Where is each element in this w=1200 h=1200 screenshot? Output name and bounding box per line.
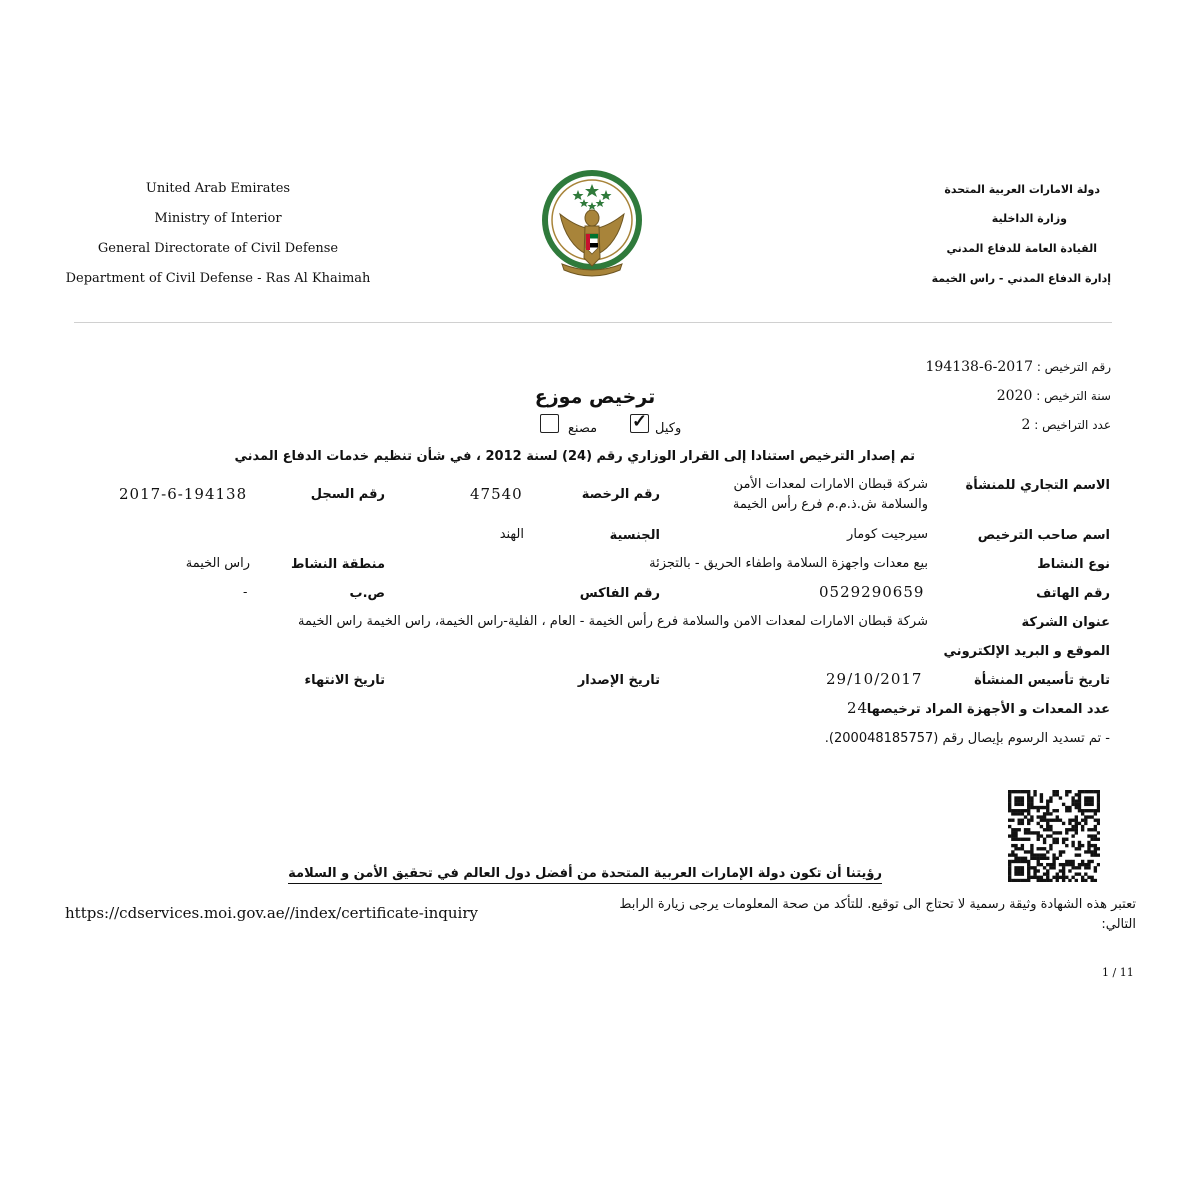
founded-label: تاريخ تأسيس المنشأة xyxy=(974,673,1110,688)
owner-value: سيرجيت كومار xyxy=(847,527,928,542)
header-en-directorate: General Directorate of Civil Defense xyxy=(97,241,339,256)
license-year-value: 2020 xyxy=(996,388,1033,404)
fax-label: رقم الفاكس xyxy=(579,586,660,601)
uae-falcon-emblem-icon xyxy=(540,170,644,282)
address-label: عنوان الشركة xyxy=(1021,615,1110,630)
fees-note: - تم تسديد الرسوم بإيصال رقم (200048185757). xyxy=(824,731,1110,746)
license-year-row xyxy=(997,388,1111,404)
agent-checkbox[interactable] xyxy=(630,411,649,433)
license-number-value: 2017-6-194138 xyxy=(925,359,1033,375)
header-ar-directorate: القيادة العامة للدفاع المدني xyxy=(946,242,1097,255)
vision-statement: رؤيتنا أن تكون دولة الإمارات العربية المتحدة من أفضل دول العالم في تحقيق الأمن و السلامة xyxy=(288,866,882,884)
founded-value: 29/10/2017 xyxy=(826,670,923,688)
activity-label: نوع النشاط xyxy=(1037,557,1110,572)
equipment-count-label: عدد المعدات و الأجهزة المراد ترخيصها xyxy=(866,702,1110,717)
header-ar-ministry: وزارة الداخلية xyxy=(991,212,1067,225)
qr-code-icon xyxy=(1008,790,1100,882)
header-en-ministry: Ministry of Interior xyxy=(154,211,282,226)
pobox-value: - xyxy=(243,585,248,600)
agent-option-label: وكيل xyxy=(655,421,682,436)
header-ar-country: دولة الامارات العربية المتحدة xyxy=(944,183,1100,196)
factory-option-label: مصنع xyxy=(568,421,598,436)
header-en-country: United Arab Emirates xyxy=(145,181,291,196)
issue-date-label: تاريخ الإصدار xyxy=(577,673,660,688)
activity-area-label: منطقة النشاط xyxy=(290,557,385,572)
checkmark-icon: ✓ xyxy=(632,411,648,432)
license-no-value: 47540 xyxy=(470,485,523,503)
license-year-label: سنة الترخيص : xyxy=(1036,389,1111,403)
header-divider xyxy=(74,322,1112,323)
verification-url-link[interactable]: https://cdservices.moi.gov.ae//index/certificate-inquiry xyxy=(65,904,478,922)
activity-area-value: راس الخيمة xyxy=(185,556,250,571)
web-email-label: الموقع و البريد الإلكتروني xyxy=(943,644,1110,659)
phone-label: رقم الهاتف xyxy=(1036,586,1110,601)
register-no-value: 2017-6-194138 xyxy=(119,485,248,503)
trade-name-line1: شركة قبطان الامارات لمعدات الأمن xyxy=(733,477,928,492)
trade-name-line2: والسلامة ش.ذ.م.م فرع رأس الخيمة xyxy=(732,497,928,512)
phone-value: 0529290659 xyxy=(819,583,925,601)
license-count-row xyxy=(1021,417,1111,433)
equipment-count-value: 24 xyxy=(847,699,869,717)
license-no-label: رقم الرخصة xyxy=(581,487,660,502)
header-en-department: Department of Civil Defense - Ras Al Khaimah xyxy=(65,271,371,286)
license-number-label: رقم الترخيص : xyxy=(1036,360,1111,374)
footer-note-line2: التالي: xyxy=(1101,917,1136,932)
owner-label: اسم صاحب الترخيص xyxy=(977,528,1110,543)
license-number-row xyxy=(926,359,1111,375)
activity-value: بيع معدات واجهزة السلامة واطفاء الحريق - بالتجزئة xyxy=(649,556,928,571)
license-count-value: 2 xyxy=(1021,417,1031,433)
nationality-label: الجنسية xyxy=(609,528,660,543)
factory-checkbox[interactable] xyxy=(540,414,559,433)
address-value: شركة قبطان الامارات لمعدات الامن والسلامة فرع رأس الخيمة - العام ، الفلية-راس الخيمة، راس الخيمة راس الخيمة xyxy=(298,614,928,629)
header-ar-department: إدارة الدفاع المدني - راس الخيمة xyxy=(931,272,1111,285)
trade-name-label: الاسم التجاري للمنشأة xyxy=(965,478,1110,493)
nationality-value: الهند xyxy=(499,527,524,542)
expiry-date-label: تاريخ الانتهاء xyxy=(304,673,385,688)
document-title: ترخيص موزع xyxy=(534,386,656,408)
footer-note-line1: تعتبر هذه الشهادة وثيقة رسمية لا تحتاج الى توقيع. للتأكد من صحة المعلومات يرجى زيارة الرابط xyxy=(619,897,1136,912)
page-indicator: 1 / 11 xyxy=(1102,966,1134,979)
pobox-label: ص.ب xyxy=(349,586,385,601)
license-count-label: عدد التراخيص : xyxy=(1034,418,1111,432)
decree-text: تم إصدار الترخيص استنادا إلى القرار الوزاري رقم (24) لسنة 2012 ، في شأن تنظيم خدمات الدفاع المدني xyxy=(234,449,915,464)
register-no-label: رقم السجل xyxy=(310,487,385,502)
